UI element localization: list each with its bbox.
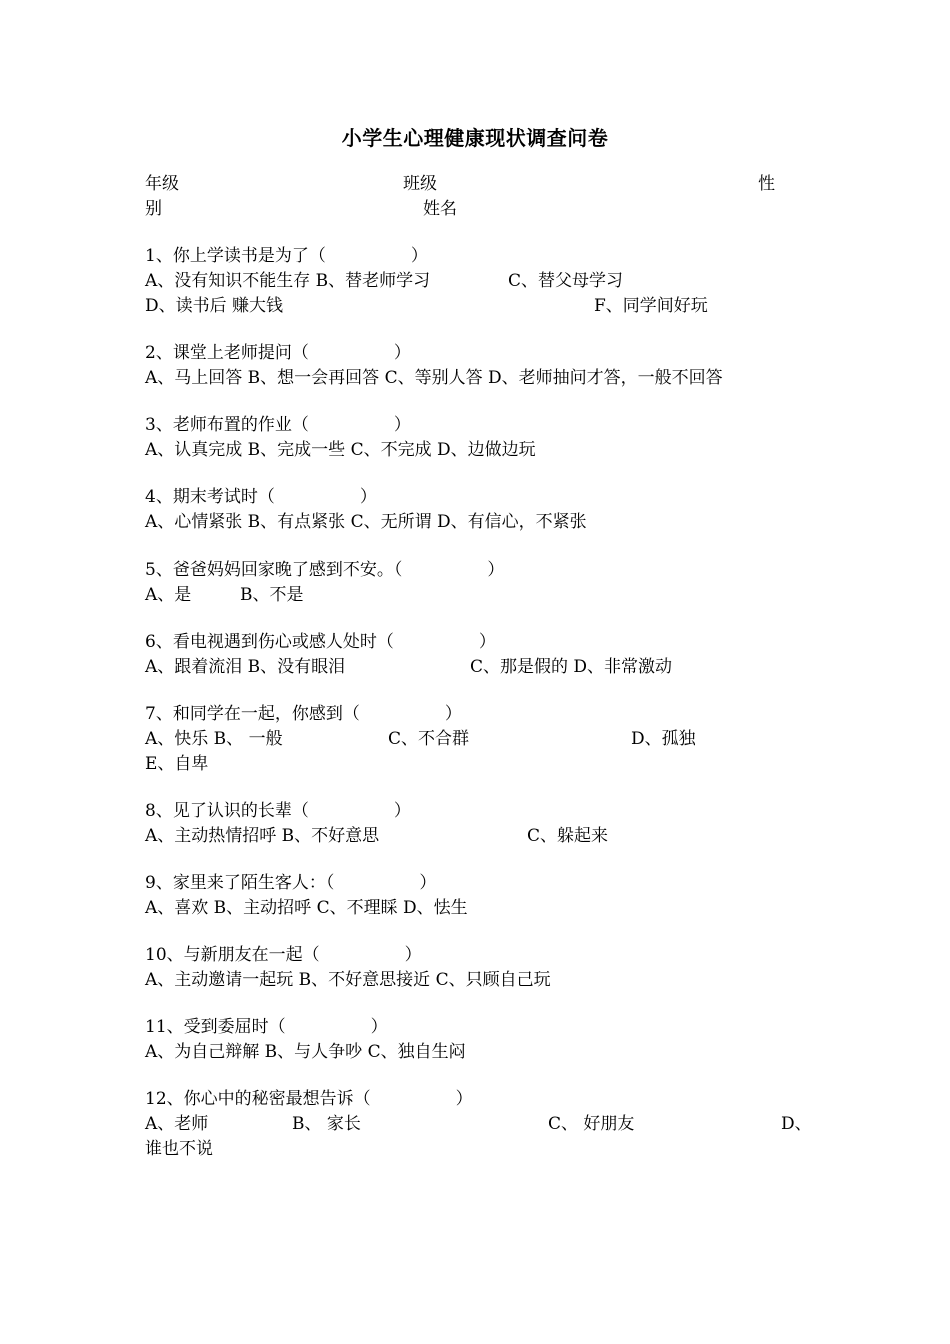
question-7-options-ab: A、快乐 B、 一般	[145, 729, 283, 749]
page-title: 小学生心理健康现状调查问卷	[341, 126, 609, 150]
question-7-option-e: E、自卑	[145, 754, 209, 774]
question-1: 1、你上学读书是为了（ ）	[145, 246, 428, 266]
question-3-options: A、认真完成 B、完成一些 C、不完成 D、边做边玩	[145, 440, 536, 460]
question-5: 5、爸爸妈妈回家晚了感到不安。（ ）	[145, 560, 505, 580]
question-7: 7、和同学在一起，你感到（ ）	[145, 704, 462, 724]
question-3: 3、老师布置的作业（ ）	[145, 415, 411, 435]
question-2-options: A、马上回答 B、想一会再回答 C、等别人答 D、老师抽问才答，一般不回答	[145, 368, 723, 388]
class-label: 班级	[403, 174, 437, 194]
question-12-option-a: A、老师	[145, 1114, 209, 1134]
question-8-options-ab: A、主动热情招呼 B、不好意思	[145, 826, 380, 846]
question-1-option-d: D、读书后 赚大钱	[145, 296, 284, 316]
question-12-option-d-text: 谁也不说	[145, 1139, 213, 1159]
question-5-option-a: A、是	[145, 585, 192, 605]
question-12-option-b: B、 家长	[292, 1114, 361, 1134]
question-1-options: A、没有知识不能生存 B、替老师学习	[145, 271, 431, 291]
question-4-options: A、心情紧张 B、有点紧张 C、无所谓 D、有信心，不紧张	[145, 512, 587, 532]
question-1-option-c: C、替父母学习	[508, 271, 624, 291]
question-8: 8、见了认识的长辈（ ）	[145, 801, 411, 821]
question-10-options: A、主动邀请一起玩 B、不好意思接近 C、只顾自己玩	[145, 970, 551, 990]
question-2: 2、课堂上老师提问（ ）	[145, 343, 411, 363]
gender-label-part2: 别	[145, 199, 162, 219]
question-6-options-cd: C、那是假的 D、非常激动	[470, 657, 673, 677]
question-12-option-c: C、 好朋友	[548, 1114, 635, 1134]
question-6-options-ab: A、跟着流泪 B、没有眼泪	[145, 657, 346, 677]
question-8-option-c: C、躲起来	[527, 826, 609, 846]
question-7-option-c: C、不合群	[388, 729, 470, 749]
question-5-option-b: B、不是	[240, 585, 304, 605]
question-12-option-d-prefix: D、	[781, 1114, 812, 1134]
question-9-options: A、喜欢 B、主动招呼 C、不理睬 D、怯生	[145, 898, 468, 918]
question-11: 11、受到委屈时（ ）	[145, 1017, 388, 1037]
question-4: 4、期末考试时（ ）	[145, 487, 377, 507]
question-9: 9、家里来了陌生客人：（ ）	[145, 873, 437, 893]
gender-label-part1: 性	[758, 174, 775, 194]
question-12: 12、你心中的秘密最想告诉（ ）	[145, 1089, 473, 1109]
name-label: 姓名	[423, 199, 457, 219]
question-7-option-d: D、孤独	[631, 729, 696, 749]
question-1-option-f: F、同学间好玩	[594, 296, 708, 316]
grade-label: 年级	[145, 174, 179, 194]
question-6: 6、看电视遇到伤心或感人处时（ ）	[145, 632, 496, 652]
question-11-options: A、为自己辩解 B、与人争吵 C、独自生闷	[145, 1042, 466, 1062]
question-10: 10、与新朋友在一起（ ）	[145, 945, 422, 965]
